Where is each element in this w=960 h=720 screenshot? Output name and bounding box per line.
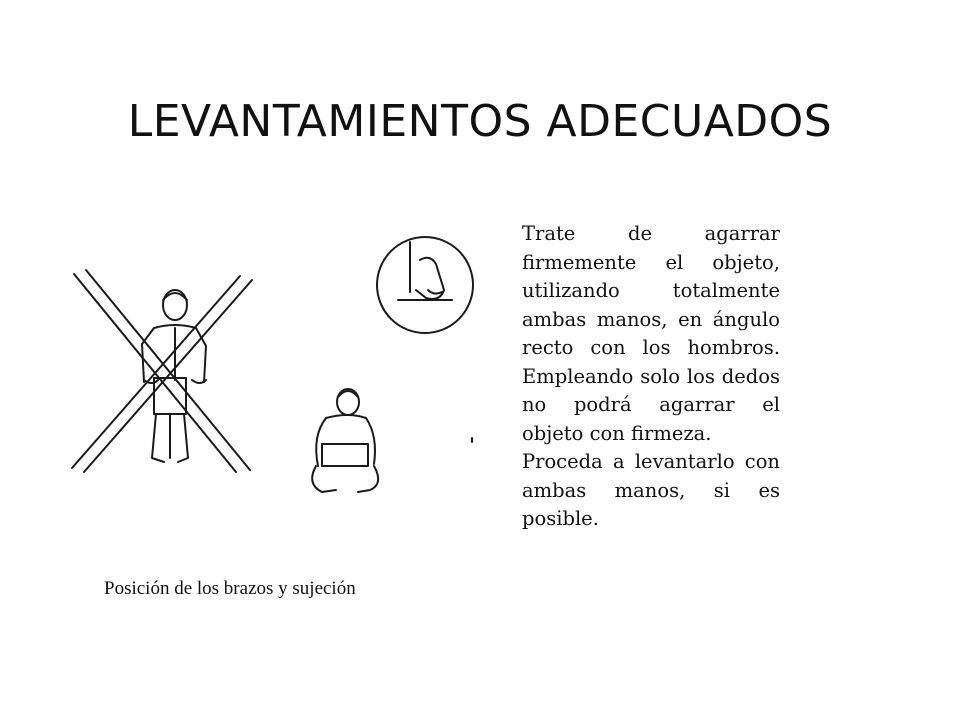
slide-title: LEVANTAMIENTOS ADECUADOS — [127, 96, 833, 147]
instruction-paragraph: Trate de agarrar firmemente el objeto, utilizando totalmente ambas manos, en ángulo recto con los hombros. Empleando solo los dedos no podrá agarrar el objeto con firmeza. — [522, 222, 780, 445]
illustration-caption: Posición de los brazos y sujeción — [104, 578, 356, 599]
lifting-illustration — [60, 230, 480, 510]
squatting-lift-icon — [312, 389, 378, 492]
hand-grip-detail-icon — [377, 237, 473, 333]
instruction-text — [522, 220, 780, 534]
instruction-paragraph: Proceda a levantarlo con ambas manos, si es posible. — [522, 450, 780, 530]
crossed-out-standing-lift-icon — [72, 270, 252, 472]
